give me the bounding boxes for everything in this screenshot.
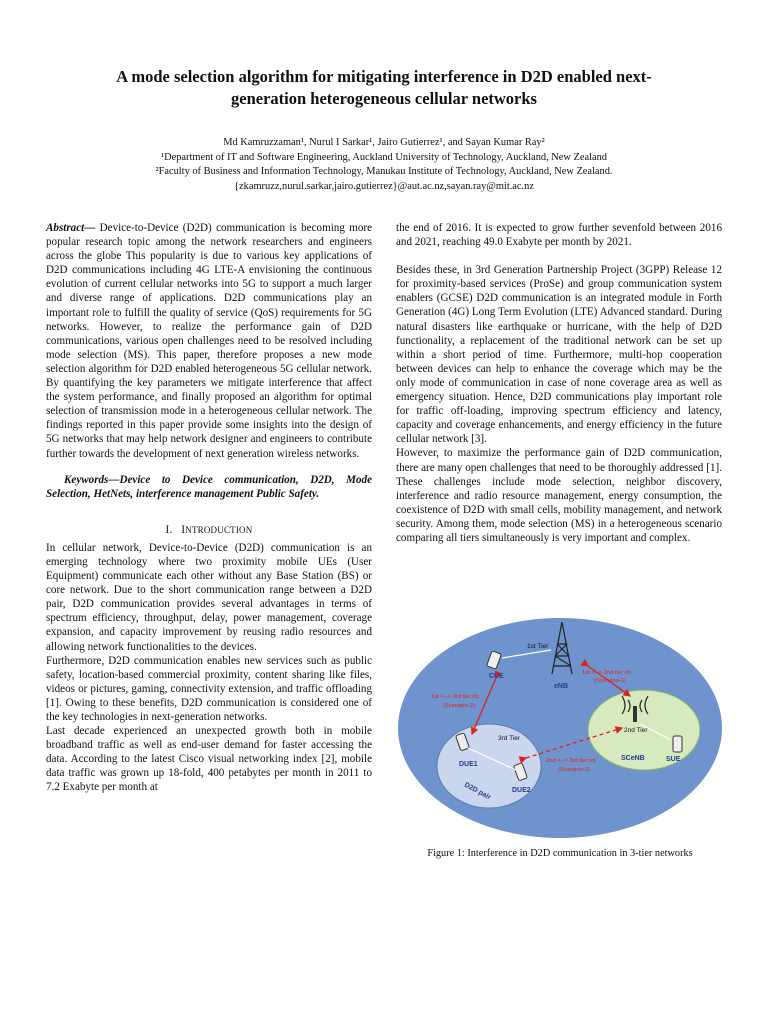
label-due1: DUE1	[459, 761, 478, 768]
label-sue: SUE	[666, 756, 681, 763]
affiliation-2: ²Faculty of Business and Information Technology, Manukau Institute of Technology, Auckland, New Zealand.	[155, 166, 613, 178]
right-paragraph-3: However, to maximize the performance gain of D2D communication, there are many open challenges that need to be thoroughly addressed [1]. These challenges include mode selection, neighbor discovery, interference and radio resource management, energy consumption, the coexistence of D2D with small cells, mobility management, and network security. Among them, mode selection (MS) in a heterogeneous scenario comparing all tiers simultaneously is very important and complex.	[396, 447, 722, 544]
author-block	[40, 136, 728, 194]
label-tier3: 3rd Tier	[498, 735, 521, 742]
label-scen3: (Scenario-3)	[558, 767, 590, 773]
right-paragraph-2: Besides these, in 3rd Generation Partnership Project (3GPP) Release 12 for proximity-based services (ProSe) and group communication system enablers (GCSE) D2D communication is an integrated module in Forth Generation (4G) Long Term Evolution (LTE) Advanced standard. During natural disasters like earthquake or hurricane, with the help of D2D functionality, a replacement of the traditional network can be set up within a short period of time. Furthermore, multi-hop cooperation between devices can help to enhance the coverage which may be the only mode of communication in case of none coverage area as well as emergency situation. Hence, D2D communications play important role for traffic off-loading, improving spectrum efficiency and latency, capacity and coverage enhancements, and energy efficiency in the future cellular network [3].	[396, 264, 722, 446]
intro-paragraph-3: Last decade experienced an unexpected growth both in mobile broadband traffic as well as end-user demand for faster accessing the data. According to the latest Cisco visual networking index [2], mobile data traffic was grown up 18-fold, 400 petabytes per month in 2011 to 7.2 Exabyte per month at	[46, 725, 372, 794]
label-int23: 2nd <--> 3rd tier int.	[546, 758, 597, 764]
section-numeral: I.	[165, 523, 173, 536]
abstract	[46, 221, 372, 461]
abstract-label: Abstract—	[46, 222, 96, 234]
title-line-2: generation heterogeneous cellular networks	[231, 89, 537, 108]
sue-phone-icon	[673, 736, 682, 752]
label-scenb: SCeNB	[621, 755, 645, 762]
label-enb: eNB	[554, 683, 569, 690]
author-list: Md Kamruzzaman¹, Nurul I Sarkar¹, Jairo Gutierrez¹, and Sayan Kumar Ray²	[223, 137, 545, 148]
right-paragraph-1: the end of 2016. It is expected to grow further sevenfold between 2016 and 2021, reaching 49.0 Exabyte per month by 2021.	[396, 222, 722, 249]
keywords: Keywords—Device to Device communication, D2D, Mode Selection, HetNets, interference management Public Safety.	[46, 473, 372, 500]
label-d2d-pair: D2D pair	[463, 781, 492, 802]
label-tier1: 1st Tier	[527, 643, 549, 650]
label-scen2: (Scenario-2)	[443, 703, 475, 709]
figure-caption: Figure 1: Interference in D2D communication in 3-tier networks	[427, 848, 693, 859]
section-heading-introduction	[46, 523, 372, 537]
figure-3tier-network	[396, 614, 724, 840]
intro-paragraph-1: In cellular network, Device-to-Device (D2D) communication is an emerging technology where two proximity mobile UEs (User Equipment) communicate each other without any Base Station (BS) or core network. Due to the short communication range between a D2D pair, D2D communication provides several advantages in terms of spectrum efficiency, throughput, delay, power management, coverage expansion, and capacity improvement by reusing radio resources and allowing network functionalities to the devices.	[46, 541, 372, 653]
author-emails: {zkamruzz,nurul.sarkar,jairo.gutierrez}@aut.ac.nz,sayan.ray@mit.ac.nz	[234, 180, 534, 192]
label-cue: CUE	[489, 673, 504, 680]
section-title-rest: NTRODUCTION	[185, 524, 253, 535]
right-column	[396, 221, 722, 545]
label-scen1: (Scenario-1)	[594, 678, 626, 684]
label-int13: 1st <--> 3rd tier int.	[431, 694, 480, 700]
label-int12: 1st <--> 2nd tier int.	[582, 670, 633, 676]
section-initial: I	[181, 523, 186, 536]
label-due2: DUE2	[512, 787, 531, 794]
left-column	[46, 221, 372, 795]
affiliation-1: ¹Department of IT and Software Engineering, Auckland University of Technology, Auckland, New Zealand	[161, 151, 607, 163]
abstract-text: Device-to-Device (D2D) communication is becoming more popular research topic among the network researchers and engineers across the globe This popularity is due to various key applications of D2D communications including 4G LTE-A envisioning the continuous evolution of current cellular networks into 5G to support a much larger and diverse range of applications. D2D communications play an important role to fulfill the quality of service (QoS) requirements for 5G networks. However, to realize the performance gain of D2D communications, various open challenges need to be resolved including mode selection (MS). This paper, therefore proposes a new mode selection algorithm for D2D enabled heterogeneous 5G cellular network. By quantifying the key parameters we mitigate interference that affect the system performance, and finally proposed an algorithm for optimal selection of transmission mode in a heterogeneous cellular network. The findings reported in this paper provide some insights into the design of 5G networks that may help network designer and engineers to contribute further towards the development of next generation wireless networks.	[46, 222, 372, 460]
title-line-1: A mode selection algorithm for mitigating interference in D2D enabled next-	[116, 67, 652, 86]
paper-title	[60, 66, 708, 110]
label-tier2: 2nd Tier	[624, 727, 648, 734]
intro-paragraph-2: Furthermore, D2D communication enables new services such as public safety, location-based commercial proximity, content sharing like files, videos or pictures, gaming, connectivity extension, and traffic offloading [1]. Owing to these benefits, D2D communication is considered one of the key technologies in next-generation networks.	[46, 654, 372, 723]
